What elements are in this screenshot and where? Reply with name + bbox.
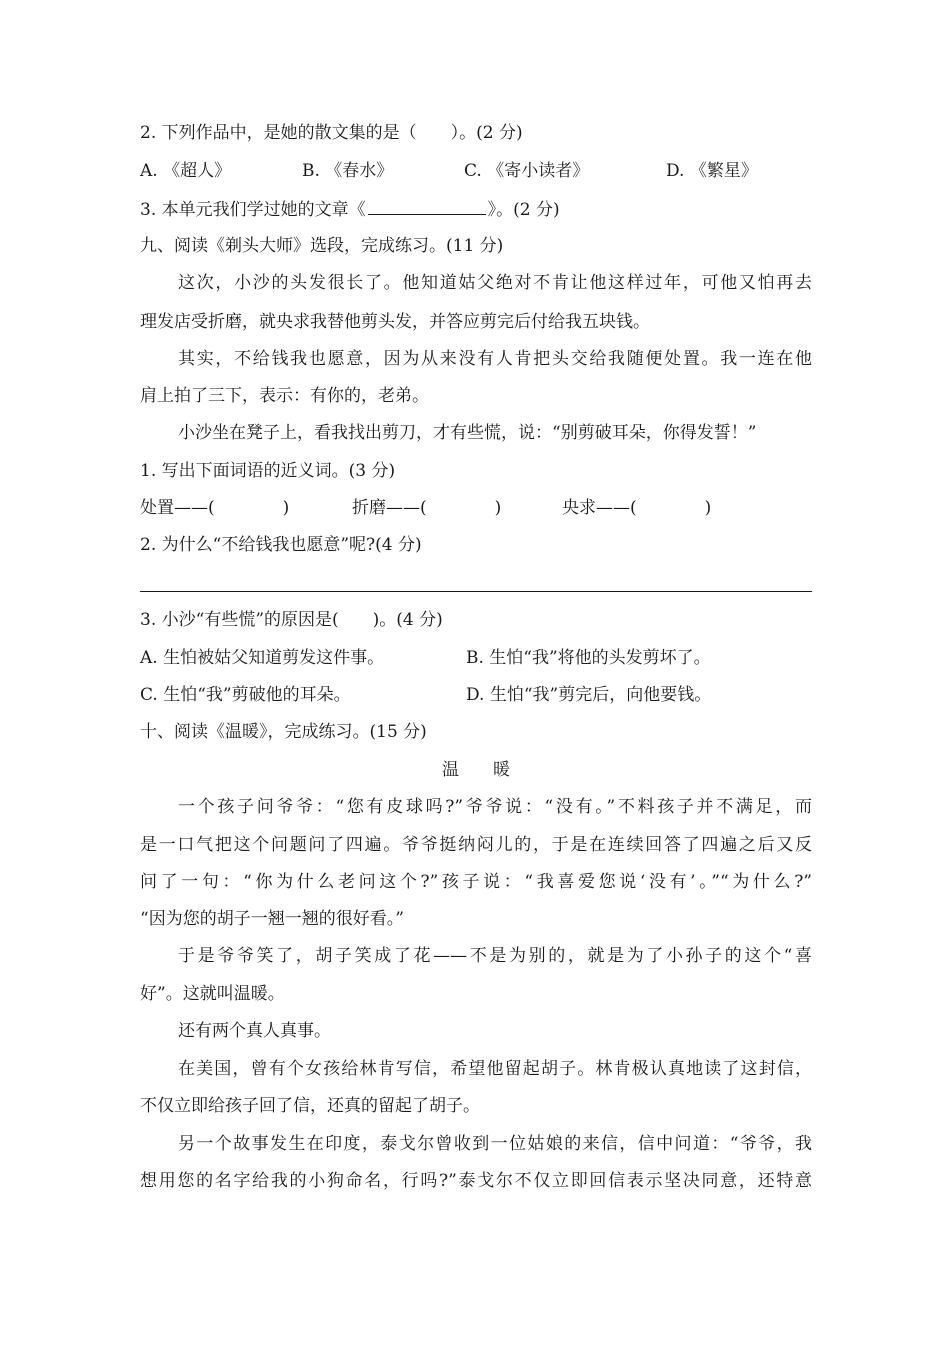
answer-line[interactable]	[140, 591, 812, 592]
section-9-heading: 九、阅读《剃头大师》选段，完成练习。(11 分)	[140, 236, 504, 256]
option-a: A. 《超人》	[140, 161, 232, 181]
option-b: B. 生怕“我”将他的头发剪坏了。	[466, 648, 711, 668]
question-3-options-row	[140, 646, 812, 670]
section-9-question-3: 3. 小沙“有些慌”的原因是( )。(4 分)	[140, 610, 443, 630]
answer-blank[interactable]	[368, 196, 486, 215]
passage-10-line: 在美国，曾有个女孩给林肯写信，希望他留起胡子。林肯极认真地读了这封信，	[178, 1059, 812, 1079]
passage-10-line: 另一个故事发生在印度，泰戈尔曾收到一位姑娘的来信，信中问道：“爷爷，我	[178, 1134, 812, 1154]
question-3-suffix: 》。(2 分)	[487, 200, 560, 220]
question-3	[140, 196, 812, 220]
passage-9-line: 其实，不给钱我也愿意，因为从来没有人肯把头交给我随便处置。我一连在他	[178, 349, 812, 369]
synonym-item[interactable]: 折磨——( )	[352, 498, 502, 518]
passage-10-line: “因为您的胡子一翘一翘的很好看。”	[140, 909, 404, 929]
option-b: B. 《春水》	[302, 161, 394, 181]
passage-10-line: 一个孩子问爷爷：“您有皮球吗?”爷爷说：“没有。”不料孩子并不满足，而	[178, 797, 812, 817]
section-9-question-1: 1. 写出下面词语的近义词。(3 分)	[140, 461, 396, 481]
passage-title: 温暖	[442, 760, 544, 780]
passage-10-line: 想用您的名字给我的小狗命名，行吗?”泰戈尔不仅立即回信表示坚决同意，还特意	[140, 1171, 812, 1191]
question-3-options-row	[140, 683, 812, 707]
passage-10-line: 还有两个真人真事。	[178, 1021, 331, 1041]
passage-10-line: 是一口气把这个问题问了四遍。爷爷挺纳闷儿的，于是在连续回答了四遍之后又反	[140, 835, 812, 855]
synonym-item[interactable]: 央求——( )	[562, 498, 712, 518]
passage-9-line: 肩上拍了三下，表示：有你的，老弟。	[140, 386, 429, 406]
synonym-row	[140, 496, 812, 520]
option-c: C. 生怕“我”剪破他的耳朵。	[140, 685, 351, 705]
option-c: C. 《寄小读者》	[464, 161, 590, 181]
passage-10-line: 不仅立即给孩子回了信，还真的留起了胡子。	[140, 1096, 480, 1116]
option-d: D. 《繁星》	[666, 161, 758, 181]
question-2: 2. 下列作品中，是她的散文集的是（ ）。(2 分)	[140, 123, 523, 143]
synonym-item[interactable]: 处置——( )	[140, 498, 290, 518]
passage-9-line: 小沙坐在凳子上，看我找出剪刀，才有些慌，说：“别剪破耳朵，你得发誓！”	[178, 423, 757, 443]
passage-9-line: 理发店受折磨，就央求我替他剪头发，并答应剪完后付给我五块钱。	[140, 312, 650, 332]
question-2-options	[140, 159, 812, 183]
passage-10-line: 好”。这就叫温暖。	[140, 984, 285, 1004]
option-d: D. 生怕“我”剪完后，向他要钱。	[466, 685, 712, 705]
passage-10-line: 于是爷爷笑了，胡子笑成了花——不是为别的，就是为了小孙子的这个“喜	[178, 946, 812, 966]
passage-9-line: 这次，小沙的头发很长了。他知道姑父绝对不肯让他这样过年，可他又怕再去	[178, 273, 812, 293]
passage-10-line: 问了一句：“你为什么老问这个?”孩子说：“我喜爱您说‘没有’。”“为什么?”	[140, 872, 812, 892]
section-9-question-2: 2. 为什么“不给钱我也愿意”呢?(4 分)	[140, 535, 422, 555]
section-10-heading: 十、阅读《温暖》，完成练习。(15 分)	[140, 722, 427, 742]
option-a: A. 生怕被姑父知道剪发这件事。	[140, 648, 385, 668]
question-3-prefix: 3. 本单元我们学过她的文章《	[140, 200, 366, 220]
